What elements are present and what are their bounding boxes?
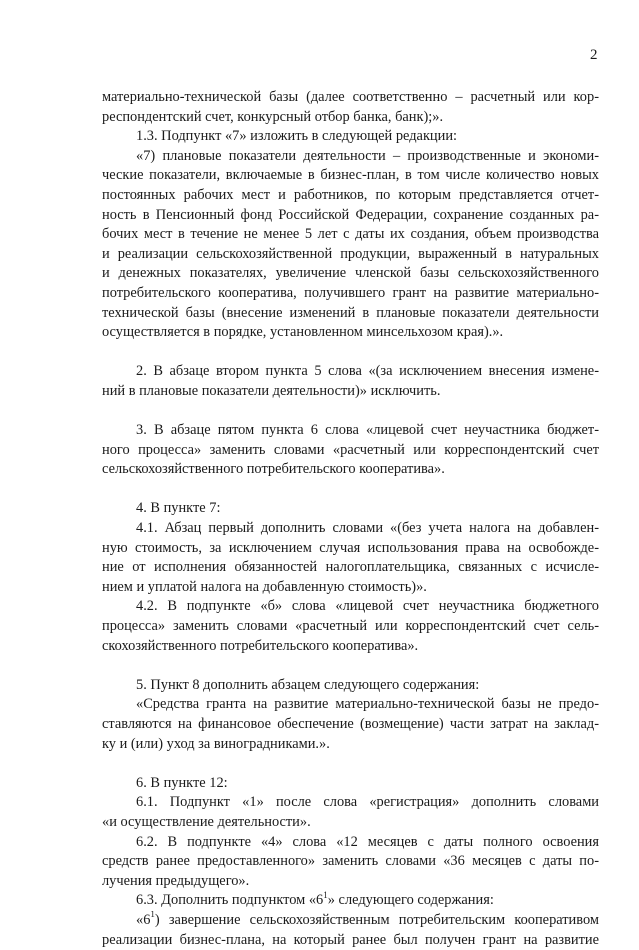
- text-line: 1.3. Подпункт «7» изложить в следующей редакции:: [136, 128, 458, 145]
- text-line: ставляются на финансовое обеспечение (возмещение) части затрат на заклад-: [102, 716, 599, 732]
- paragraph-gap: [102, 480, 599, 500]
- text-line: 4. В пункте 7:: [136, 500, 221, 517]
- superscript: 1: [323, 891, 328, 900]
- text-line: 6.3. Дополнить подпунктом «$6^1$» следующего содержания:: [136, 891, 494, 909]
- text-line: 4.2. В подпункте «б» слова «лицевой счет неучастника бюджетного: [136, 598, 599, 615]
- text-line: сельскохозяйственного потребительского кооператива».: [102, 461, 445, 478]
- text-line: осуществляется в порядке, установленном минсельхозом края).».: [102, 324, 504, 341]
- text-line: ние от исполнения обязанностей налогоплательщика, связанных с исчисле-: [102, 559, 599, 576]
- text-line: процесса» заменить словами «расчетный или корреспондентский счет сель-: [102, 618, 599, 635]
- text-line: ний в плановые показатели деятельности)» исключить.: [102, 382, 441, 399]
- page-number: 2: [590, 47, 598, 63]
- text-line: ку и (или) уход за виноградниками.».: [102, 735, 330, 752]
- text-line: ную стоимость, за исключением случая использования права на освобожде-: [102, 539, 599, 556]
- text-line: средств ранее предоставленного» заменить словами «36 месяцев с даты по-: [102, 853, 599, 870]
- text-line: 6. В пункте 12:: [136, 774, 228, 791]
- text-line: материально-технической базы (далее соответственно – расчетный или кор-: [102, 89, 599, 105]
- text-line: «Средства гранта на развитие материально-технической базы не предо-: [136, 696, 599, 713]
- text-line: ность в Пенсионный фонд Российской Федерации, сохранение созданных ра-: [102, 206, 599, 223]
- text-line: бочих мест в течение не менее 5 лет с даты их создания, объем производства: [102, 226, 599, 243]
- paragraph-gap: [102, 402, 599, 422]
- text-line: лучения предыдущего».: [102, 872, 250, 889]
- paragraph-gap: [102, 343, 599, 363]
- text-line: 6.1. Подпункт «1» после слова «регистрация» дополнить словами: [136, 794, 599, 811]
- text-line: 2. В абзаце втором пункта 5 слова «(за исключением внесения измене-: [136, 363, 599, 380]
- superscript: 1: [150, 910, 155, 920]
- text-line: ного процесса» заменить словами «расчетный или корреспондентский счет: [102, 441, 599, 458]
- document-body: [102, 88, 599, 950]
- paragraph-gap: [102, 656, 599, 676]
- text-line: постоянных рабочих мест и работников, по которым представляется отчет-: [102, 186, 599, 203]
- text-line: реализации бизнес-плана, на который ранее был получен грант на развитие: [102, 931, 599, 948]
- text-line: 6.2. В подпункте «4» слова «12 месяцев с даты полного освоения: [136, 833, 599, 850]
- paragraph-gap: [102, 754, 599, 774]
- text-line: технической базы (внесение изменений в плановые показатели деятельности: [102, 304, 599, 321]
- text-line: нием и уплатой налога на добавленную стоимость)».: [102, 578, 427, 595]
- text-line: 4.1. Абзац первый дополнить словами «(без учета налога на добавлен-: [136, 520, 599, 537]
- text-line: и денежных показателях, увеличение членской базы сельскохозяйственного: [102, 265, 599, 282]
- text-line: «$6^1$) завершение сельскохозяйственным потребительским кооперативом: [136, 910, 599, 928]
- text-line: 3. В абзаце пятом пункта 6 слова «лицевой счет неучастника бюджет-: [136, 422, 599, 439]
- text-line: скохозяйственного потребительского кооператива».: [102, 637, 419, 654]
- text-line: «7) плановые показатели деятельности – производственные и экономи-: [136, 147, 599, 164]
- text-line: «и осуществление деятельности».: [102, 813, 311, 830]
- text-line: 5. Пункт 8 дополнить абзацем следующего содержания:: [136, 676, 480, 693]
- text-line: и реализации сельскохозяйственной продукции, выраженный в натуральных: [102, 245, 599, 262]
- text-line: респондентский счет, конкурсный отбор банка, банк);».: [102, 108, 444, 125]
- text-line: потребительского кооператива, получившего грант на развитие материально-: [102, 284, 599, 301]
- text-line: ческие показатели, включаемые в бизнес-план, в том числе количество новых: [102, 167, 599, 184]
